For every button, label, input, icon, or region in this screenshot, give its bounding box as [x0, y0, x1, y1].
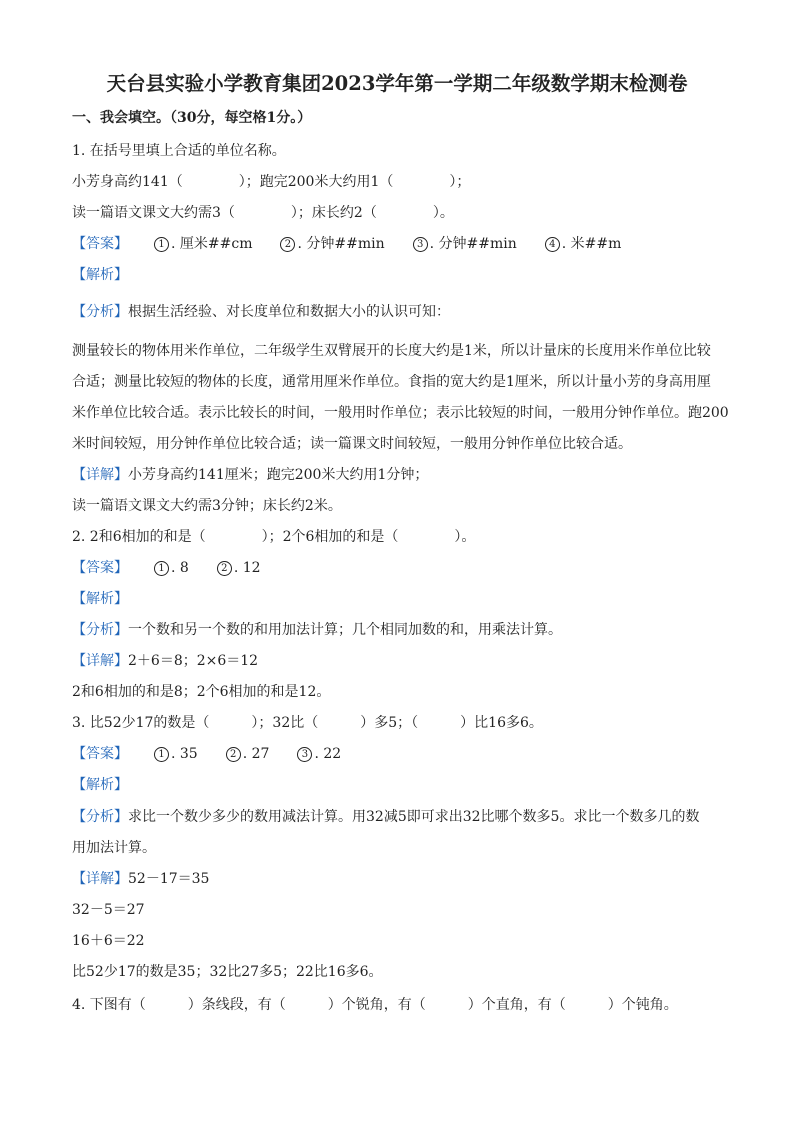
- analysis-paragraph-line: 测量较长的物体用米作单位，二年级学生双臂展开的长度大约是1米，所以计量床的长度用米作单位比较: [72, 343, 711, 359]
- analysis-paragraph-line: 合适；测量比较短的物体的长度，通常用厘米作单位。食指的宽大约是1厘米，所以计量小芳的身高用厘: [72, 374, 711, 390]
- detail-tag: 【详解】: [72, 467, 128, 483]
- circled-number: 2: [226, 747, 241, 762]
- analysis-tag: 【分析】: [72, 809, 128, 825]
- calculation-line: 32－5＝27: [72, 902, 145, 918]
- answer-text: . 35: [171, 746, 198, 762]
- analysis-paragraph-line: 米时间较短，用分钟作单位比较合适；读一篇课文时间较短，一般用分钟作单位比较合适。: [72, 436, 632, 452]
- analysis-text: 一个数和另一个数的和用加法计算；几个相同加数的和，用乘法计算。: [128, 622, 562, 638]
- answer-text: . 分钟##min: [297, 236, 385, 252]
- circled-number: 4: [545, 237, 560, 252]
- answer-tag: 【答案】: [72, 236, 128, 252]
- answer-item: [280, 234, 384, 254]
- answer-item: [226, 744, 270, 764]
- question-1-detail: [72, 465, 428, 485]
- question-3-detail: [72, 869, 209, 889]
- question-2-analysis: [72, 620, 562, 640]
- answer-tag: 【答案】: [72, 560, 128, 576]
- circled-number: 1: [154, 747, 169, 762]
- question-1-analysis: [72, 302, 450, 322]
- question-3-answer-row: [72, 744, 369, 764]
- question-1-stem: 1. 在括号里填上合适的单位名称。: [72, 143, 286, 159]
- jiexi-tag: [72, 265, 128, 285]
- question-1-detail-line-2: 读一篇语文课文大约需3分钟；床长约2米。: [72, 498, 342, 514]
- question-2-answer-row: [72, 558, 289, 578]
- answer-text: . 米##m: [561, 236, 622, 252]
- question-2-conclusion: 2和6相加的和是8；2个6相加的和是12。: [72, 684, 331, 700]
- answer-text: . 厘米##cm: [171, 236, 253, 252]
- section-heading: 一、我会填空。（30分，每空格1分。）: [72, 110, 312, 126]
- answer-text: . 12: [233, 560, 261, 576]
- answer-item: [217, 558, 261, 578]
- question-2-stem: 2. 2和6相加的和是（ ）；2个6相加的和是（ ）。: [72, 529, 476, 545]
- detail-text: 52－17＝35: [128, 871, 210, 887]
- question-4-stem: 4. 下图有（ ）条线段，有（ ）个锐角，有（ ）个直角，有（ ）个钝角。: [72, 997, 678, 1013]
- answer-text: . 8: [171, 560, 189, 576]
- analysis-text: 求比一个数少多少的数用减法计算。用32减5即可求出32比哪个数多5。求比一个数多几的数: [128, 809, 700, 825]
- jiexi-tag: [72, 775, 128, 795]
- answer-text: . 分钟##min: [429, 236, 517, 252]
- jiexi-label: 【解析】: [72, 777, 128, 793]
- circled-number: 1: [154, 561, 169, 576]
- analysis-paragraph-line: 米作单位比较合适。表示比较长的时间，一般用时作单位；表示比较短的时间，一般用分钟作单位。跑200: [72, 405, 729, 421]
- question-1-line-1: 小芳身高约141（ ）；跑完200米大约用1（ ）；: [72, 174, 471, 190]
- answer-item: [154, 234, 252, 254]
- detail-text: 2＋6＝8；2×6＝12: [128, 653, 259, 669]
- question-3-analysis: [72, 807, 699, 827]
- calculation-line: 16＋6＝22: [72, 933, 145, 949]
- jiexi-label: 【解析】: [72, 267, 128, 283]
- question-3-analysis-line-2: 用加法计算。: [72, 840, 156, 856]
- circled-number: 2: [217, 561, 232, 576]
- page-title: 天台县实验小学教育集团2023学年第一学期二年级数学期末检测卷: [106, 72, 688, 95]
- answer-text: . 22: [314, 746, 342, 762]
- circled-number: 2: [280, 237, 295, 252]
- detail-tag: 【详解】: [72, 653, 128, 669]
- circled-number: 3: [413, 237, 428, 252]
- jiexi-label: 【解析】: [72, 591, 128, 607]
- answer-item: [413, 234, 517, 254]
- circled-number: 3: [297, 747, 312, 762]
- answer-text: . 27: [242, 746, 270, 762]
- circled-number: 1: [154, 237, 169, 252]
- detail-text: 小芳身高约141厘米；跑完200米大约用1分钟；: [128, 467, 429, 483]
- answer-tag: 【答案】: [72, 746, 128, 762]
- answer-item: [545, 234, 622, 254]
- question-3-stem: 3. 比52少17的数是（ ）；32比（ ）多5；（ ）比16多6。: [72, 715, 543, 731]
- question-1-line-2: 读一篇语文课文大约需3（ ）；床长约2（ ）。: [72, 205, 454, 221]
- question-1-answer-row: [72, 234, 649, 254]
- question-2-detail: [72, 651, 258, 671]
- jiexi-tag: [72, 589, 128, 609]
- answer-item: [154, 558, 189, 578]
- answer-item: [297, 744, 341, 764]
- analysis-tag: 【分析】: [72, 622, 128, 638]
- analysis-text: 根据生活经验、对长度单位和数据大小的认识可知：: [128, 304, 450, 320]
- detail-tag: 【详解】: [72, 871, 128, 887]
- answer-item: [154, 744, 198, 764]
- analysis-tag: 【分析】: [72, 304, 128, 320]
- question-3-conclusion: 比52少17的数是35；32比27多5；22比16多6。: [72, 964, 383, 980]
